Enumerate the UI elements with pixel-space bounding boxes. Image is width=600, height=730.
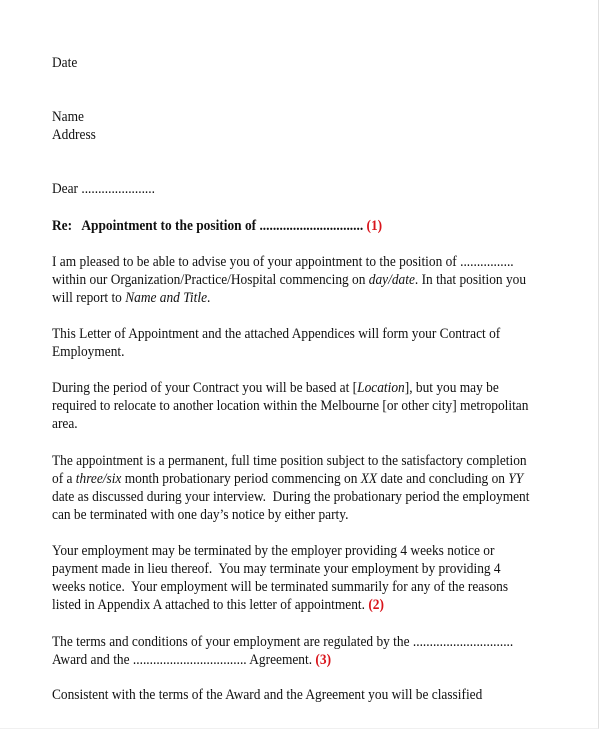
p1-line-3: [52, 289, 210, 307]
text-run-italic: three/six: [75, 471, 122, 487]
salutation: Dear ......................: [52, 181, 155, 197]
p5-line-3: weeks notice. Your employment will be terminated summarily for any of the reasons: [52, 579, 509, 595]
p4-line-2: [52, 470, 523, 488]
p5-line-4: [52, 596, 384, 614]
p1-line-2: [52, 271, 526, 289]
text-run-italic: XX: [360, 471, 378, 487]
p5-line-1: Your employment may be terminated by the employer providing 4 weeks notice or: [52, 543, 495, 559]
subject-line: [52, 217, 382, 235]
name-placeholder: Name: [52, 109, 84, 125]
text-run-italic: Location: [357, 380, 405, 396]
p4-line-4: can be terminated with one day’s notice by either party.: [52, 507, 349, 523]
text-run: of a: [52, 471, 76, 487]
text-run-italic: day/date: [368, 272, 415, 288]
text-run: month probationary period commencing on: [121, 471, 361, 487]
footnote-ref-1: (1): [366, 218, 383, 234]
text-run: date and concluding on: [377, 471, 509, 487]
p3-line-3: area.: [52, 416, 78, 432]
footnote-ref-3: (3): [315, 652, 332, 668]
p6-line-2: [52, 651, 331, 669]
p7-line-1: Consistent with the terms of the Award and the Agreement you will be classified: [52, 687, 483, 703]
text-run: During the period of your Contract you will be based at [: [52, 380, 358, 396]
text-run: will report to: [52, 290, 126, 306]
p2-line-1: This Letter of Appointment and the attached Appendices will form your Contract of: [52, 326, 501, 342]
text-run: .: [207, 290, 211, 306]
date-placeholder: Date: [52, 55, 78, 71]
text-run: within our Organization/Practice/Hospital commencing on: [52, 272, 369, 288]
text-run-italic: Name and Title: [125, 290, 208, 306]
p3-line-2: required to relocate to another location within the Melbourne [or other city] metropolitan: [52, 398, 529, 414]
text-run-italic: YY: [508, 471, 524, 487]
address-placeholder: Address: [52, 127, 96, 143]
footnote-ref-2: (2): [368, 597, 384, 613]
p6-line-1: The terms and conditions of your employment are regulated by the ..............................: [52, 634, 514, 650]
p4-line-1: The appointment is a permanent, full time position subject to the satisfactory completion: [52, 453, 527, 469]
text-run: . In that position you: [414, 272, 527, 288]
text-run: Award and the .................................. Agreement.: [52, 652, 316, 668]
p7-clipped-line: [52, 684, 483, 703]
p5-line-2: payment made in lieu thereof. You may terminate your employment by providing 4: [52, 561, 501, 577]
text-run: ], but you may be: [404, 380, 499, 396]
p1-line-1: I am pleased to be able to advise you of your appointment to the position of ................: [52, 254, 514, 270]
text-run: listed in Appendix A attached to this letter of appointment.: [52, 597, 369, 613]
p3-line-1: [52, 379, 499, 397]
p4-line-3: date as discussed during your interview. During the probationary period the employment: [52, 489, 530, 505]
p2-line-2: Employment.: [52, 344, 125, 360]
subject-text: Re: Appointment to the position of ...............................: [52, 218, 364, 234]
